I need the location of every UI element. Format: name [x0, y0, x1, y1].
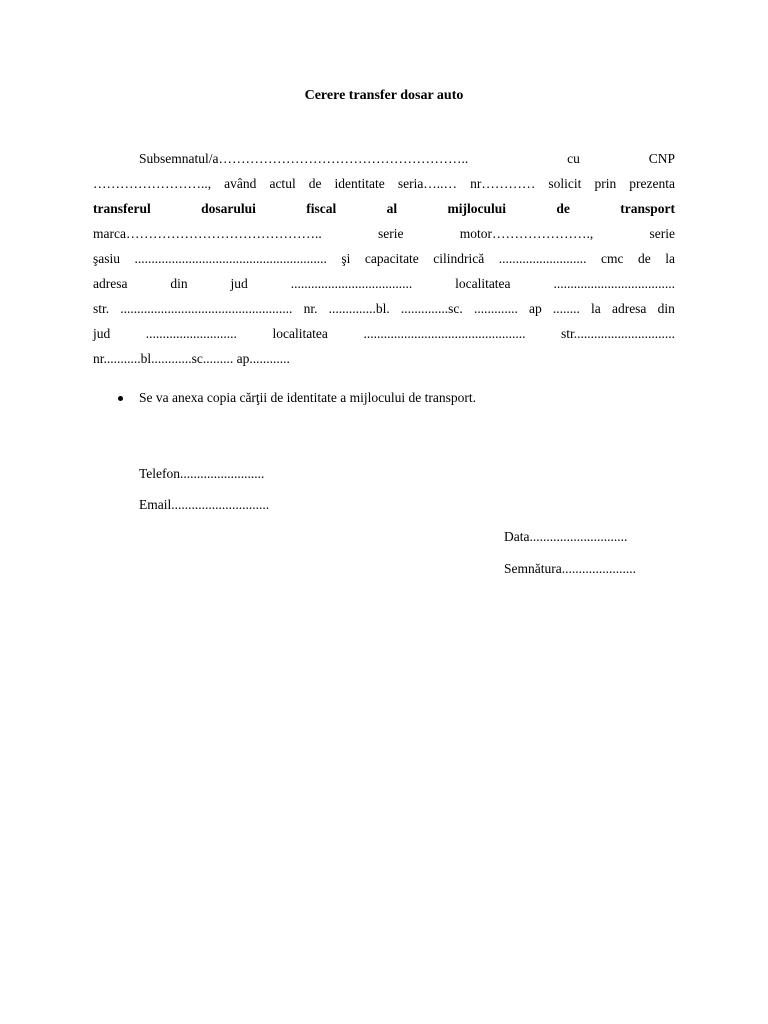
- text-fragment: nr…………: [470, 176, 536, 191]
- text-fragment: ap: [528, 301, 542, 316]
- text-fragment: transferul: [93, 201, 151, 216]
- text-fragment: prin: [594, 176, 617, 191]
- paragraph-line-9: [93, 350, 675, 368]
- text-fragment: CNP: [648, 151, 675, 166]
- text-fragment: ...........................: [145, 326, 237, 341]
- text-fragment: jud: [93, 326, 111, 341]
- text-fragment: ....................................: [290, 276, 413, 291]
- text-fragment: de: [556, 201, 570, 216]
- paragraph-line-2: [93, 175, 675, 193]
- text-fragment: fiscal: [306, 201, 337, 216]
- signature-field: Semnătura......................: [504, 561, 636, 576]
- text-fragment: ..........................: [498, 251, 587, 266]
- text-fragment: nr.: [303, 301, 318, 316]
- text-fragment: dosarului: [201, 201, 256, 216]
- email-field: Email.............................: [139, 497, 270, 512]
- text-fragment: din: [657, 301, 675, 316]
- text-fragment: adresa: [93, 276, 128, 291]
- text-fragment: ...................................................: [120, 301, 293, 316]
- attachment-note-text: Se va anexa copia cărţii de identitate a mijlocului de transport.: [139, 390, 476, 405]
- bullet-icon: [118, 396, 123, 401]
- text-fragment: de: [637, 251, 651, 266]
- text-fragment: str..............................: [560, 326, 675, 341]
- text-fragment: la: [591, 301, 601, 316]
- text-fragment: seria…..…: [397, 176, 458, 191]
- text-fragment: la: [665, 251, 675, 266]
- text-fragment: ................................................: [363, 326, 526, 341]
- text-fragment: .........................................................: [134, 251, 327, 266]
- text-fragment: adresa: [611, 301, 647, 316]
- text-fragment: serie: [378, 226, 404, 241]
- text-fragment: ..............sc.: [400, 301, 463, 316]
- text-fragment: localitatea: [455, 276, 511, 291]
- paragraph-line-1: [139, 150, 675, 168]
- paragraph-line-6: [93, 275, 675, 293]
- text-fragment: ........: [552, 301, 580, 316]
- text-fragment: cilindrică: [433, 251, 485, 266]
- text-fragment: solicit: [548, 176, 582, 191]
- paragraph-line-4: [93, 225, 675, 243]
- text-fragment: serie: [649, 226, 675, 241]
- text-fragment: din: [170, 276, 188, 291]
- text-fragment: actul: [269, 176, 296, 191]
- text-fragment: având: [224, 176, 257, 191]
- text-fragment: şi: [341, 251, 351, 266]
- text-fragment: de: [308, 176, 322, 191]
- text-fragment: marca……………………………………..: [93, 226, 322, 241]
- paragraph-line-7: [93, 300, 675, 318]
- text-fragment: ....................................: [553, 276, 675, 291]
- text-fragment: nr...........bl............sc......... ap............: [93, 351, 290, 366]
- text-fragment: transport: [620, 201, 675, 216]
- text-fragment: .............: [473, 301, 518, 316]
- text-fragment: str.: [93, 301, 110, 316]
- text-fragment: capacitate: [364, 251, 419, 266]
- text-fragment: ..............bl.: [328, 301, 390, 316]
- text-fragment: Subsemnatul/a………………………………………………..: [139, 151, 469, 166]
- text-fragment: şasiu: [93, 251, 120, 266]
- text-fragment: cu: [567, 151, 580, 166]
- text-fragment: identitate: [334, 176, 385, 191]
- text-fragment: mijlocului: [447, 201, 506, 216]
- paragraph-line-5: [93, 250, 675, 268]
- phone-field: Telefon.........................: [139, 466, 265, 481]
- text-fragment: localitatea: [272, 326, 328, 341]
- text-fragment: jud: [230, 276, 248, 291]
- paragraph-line-8: [93, 325, 675, 343]
- document-title: Cerere transfer dosar auto: [304, 88, 464, 103]
- text-fragment: ……………………..,: [93, 176, 212, 191]
- text-fragment: cmc: [601, 251, 624, 266]
- paragraph-line-3: [93, 200, 675, 218]
- text-fragment: prezenta: [629, 176, 675, 191]
- text-fragment: al: [386, 201, 398, 216]
- text-fragment: motor………………….,: [459, 226, 594, 241]
- date-field: Data.............................: [504, 529, 628, 544]
